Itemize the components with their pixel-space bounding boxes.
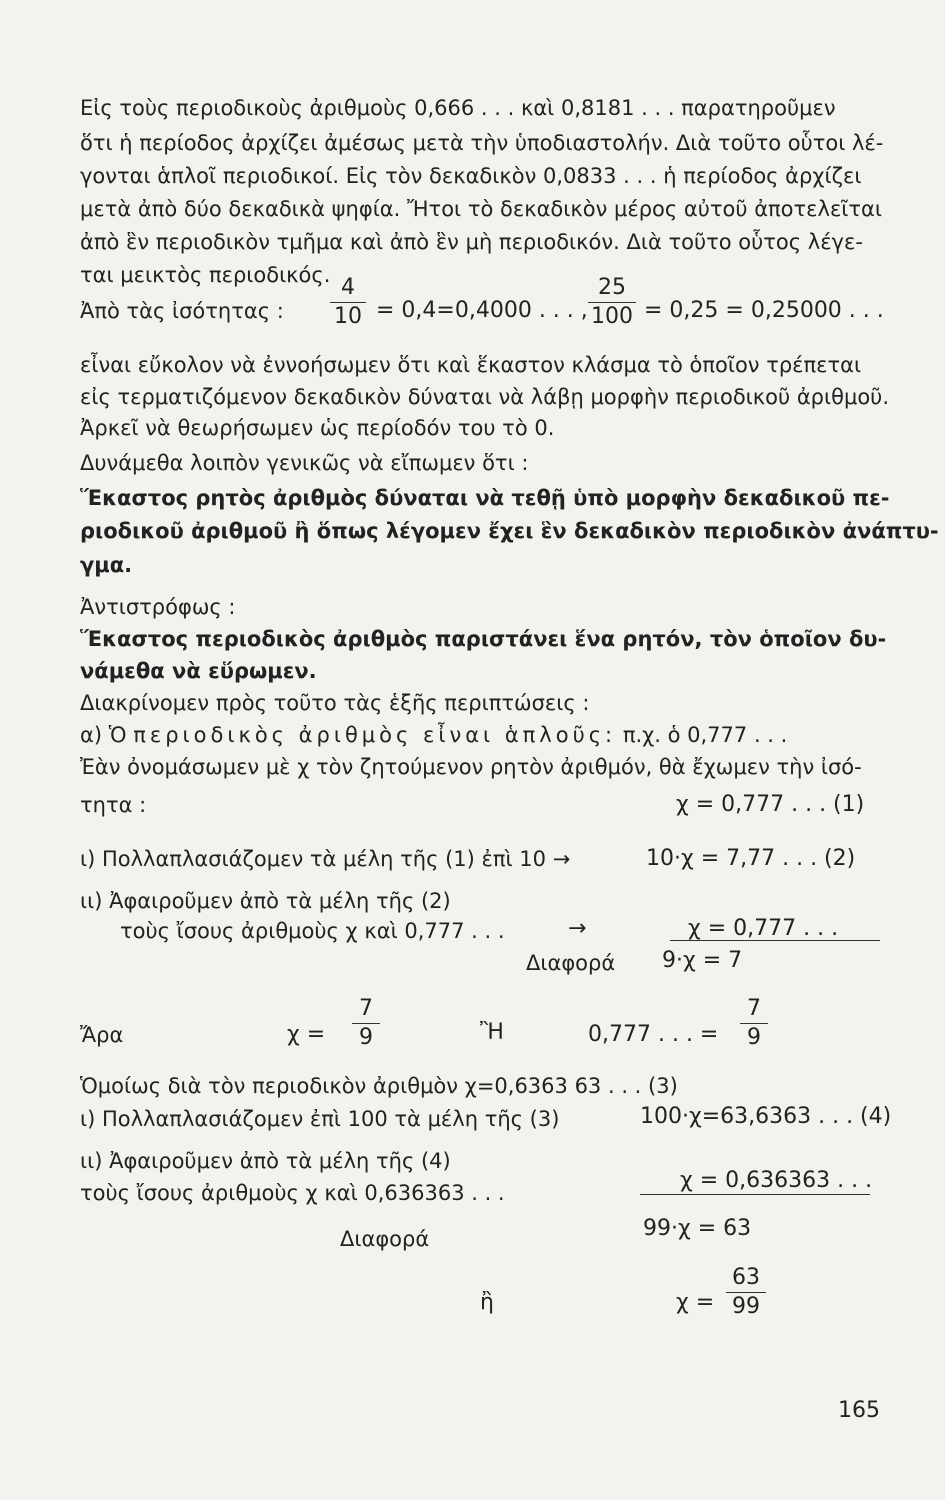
case-a-diff-label: Διαφορά — [526, 951, 616, 975]
case-b-or-label: ἢ — [480, 1290, 494, 1315]
case-b-eq3: 99·χ = 63 — [643, 1216, 752, 1241]
converse-label: Ἀντιστρόφως : — [80, 595, 236, 619]
case-b-subtraction-rule — [640, 1194, 870, 1195]
paragraph1-line2: ὅτι ἡ περίοδος ἀρχίζει ἀμέσως μετὰ τὴν ὑποδιαστολήν. Διὰ τοῦτο οὗτοι λέ- — [80, 131, 884, 155]
theorem2-line2: νάμεθα νὰ εὕρωμεν. — [80, 659, 317, 683]
case-a-result2-lhs: 0,777 . . . = — [588, 1022, 719, 1047]
fraction-25-100 — [588, 276, 636, 329]
case-a-eq1: χ = 0,777 . . . (1) — [676, 792, 865, 817]
case-a-step2a: ιι) Ἀφαιροῦμεν ἀπὸ τὰ μέλη τῆς (2) — [80, 889, 451, 913]
case-a-result-lhs: χ = — [287, 1022, 326, 1047]
case-b-step2a: ιι) Ἀφαιροῦμεν ἀπὸ τὰ μέλη τῆς (4) — [80, 1149, 451, 1173]
fraction-numerator: 63 — [732, 1265, 760, 1290]
case-a-step2b: τοὺς ἴσους ἀριθμοὺς χ καὶ 0,777 . . . — [120, 919, 505, 943]
case-b-intro: Ὁμοίως διὰ τὸν περιοδικὸν ἀριθμὸν χ=0,6363 63 . . . (3) — [80, 1074, 678, 1098]
fraction-denominator: 9 — [359, 1025, 373, 1050]
case-b-eq2: χ = 0,636363 . . . — [680, 1168, 873, 1193]
fraction-numerator: 7 — [359, 996, 373, 1021]
fraction-denominator: 99 — [732, 1294, 760, 1319]
case-a-therefore: Ἄρα — [80, 1023, 124, 1047]
fraction-63-99 — [726, 1266, 766, 1319]
case-a-spaced-title: περιοδικὸς ἀριθμὸς εἶναι ἁπλοῦς: — [133, 723, 617, 747]
paragraph1-line4: μετὰ ἀπὸ δύο δεκαδικὰ ψηφία. Ἤτοι τὸ δεκαδικὸν μέρος αὐτοῦ ἀποτελεῖται — [80, 197, 882, 221]
case-a-naming-end: τητα : — [80, 793, 147, 817]
case-a-arrow: → — [568, 916, 587, 941]
equalities-intro: Ἀπὸ τὰς ἰσότητας : — [80, 299, 284, 323]
case-b-result-lhs: χ = — [676, 1290, 715, 1315]
fraction-denominator: 100 — [591, 304, 633, 329]
fraction-denominator: 10 — [334, 304, 362, 329]
case-a-step1: ι) Πολλαπλασιάζομεν τὰ μέλη τῆς (1) ἐπὶ 10 → — [80, 847, 571, 871]
equality-2-rhs: = 0,25 = 0,25000 . . . — [644, 298, 884, 323]
theorem1-line2: ριοδικοῦ ἀριθμοῦ ἢ ὅπως λέγομεν ἔχει ἓν δεκαδικὸν περιοδικὸν ἀνάπτυ- — [80, 519, 939, 543]
case-b-step1: ι) Πολλαπλασιάζομεν ἐπὶ 100 τὰ μέλη τῆς (3) — [80, 1107, 560, 1131]
case-a-eq2: 10·χ = 7,77 . . . (2) — [646, 846, 856, 871]
case-a-eq4: 9·χ = 7 — [662, 948, 743, 973]
equality-1-rhs: = 0,4=0,4000 . . . , — [376, 298, 588, 323]
page-number: 165 — [838, 1398, 880, 1423]
case-a-eq3: χ = 0,777 . . . — [688, 916, 839, 941]
case-a-example: π.χ. ὁ 0,777 . . . — [622, 723, 788, 747]
cases-intro: Διακρίνομεν πρὸς τοῦτο τὰς ἑξῆς περιπτώσεις : — [80, 691, 590, 715]
theorem1-line1: Ἕκαστος ρητὸς ἀριθμὸς δύναται νὰ τεθῇ ὑπὸ μορφὴν δεκαδικοῦ πε- — [80, 486, 890, 510]
case-a-or-label: Ἢ — [480, 1020, 504, 1045]
fraction-denominator: 9 — [747, 1025, 761, 1050]
case-a-prefix: α) Ὁ — [80, 723, 127, 747]
case-a-title — [80, 722, 787, 748]
fraction-4-10 — [330, 276, 366, 329]
fraction-7-9-second — [740, 997, 768, 1050]
case-a-naming-line: Ἐὰν ὀνομάσωμεν μὲ χ τὸν ζητούμενον ρητὸν ἀριθμόν, θὰ ἔχωμεν τὴν ἰσό- — [80, 755, 862, 779]
case-b-step2b: τοὺς ἴσους ἀριθμοὺς χ καὶ 0,636363 . . . — [80, 1181, 505, 1205]
paragraph1-line3: γονται ἁπλοῖ περιοδικοί. Εἰς τὸν δεκαδικὸν 0,0833 . . . ἡ περίοδος ἀρχίζει — [80, 164, 862, 188]
theorem2-line1: Ἕκαστος περιοδικὸς ἀριθμὸς παριστάνει ἕνα ρητόν, τὸν ὁποῖον δυ- — [80, 627, 887, 651]
paragraph2-line3: Ἀρκεῖ νὰ θεωρήσωμεν ὡς περίοδόν του τὸ 0. — [80, 416, 555, 440]
case-b-eq1: 100·χ=63,6363 . . . (4) — [640, 1104, 892, 1129]
case-a-subtraction-rule — [670, 940, 880, 941]
fraction-numerator: 7 — [747, 996, 761, 1021]
theorem1-line3: γμα. — [80, 553, 133, 577]
fraction-numerator: 25 — [598, 275, 626, 300]
paragraph1-line5: ἀπὸ ἓν περιοδικὸν τμῆμα καὶ ἀπὸ ἓν μὴ περιοδικόν. Διὰ τοῦτο οὗτος λέγε- — [80, 230, 863, 254]
paragraph2-line1: εἶναι εὔκολον νὰ ἐννοήσωμεν ὅτι καὶ ἕκαστον κλάσμα τὸ ὁποῖον τρέπεται — [80, 353, 862, 377]
paragraph1-line1: Εἰς τοὺς περιοδικοὺς ἀριθμοὺς 0,666 . . . καὶ 0,8181 . . . παρατηροῦμεν — [80, 96, 836, 120]
fraction-numerator: 4 — [341, 275, 355, 300]
paragraph1-line6: ται μεικτὸς περιοδικός. — [80, 263, 331, 287]
case-b-diff-label: Διαφορά — [340, 1227, 430, 1251]
paragraph2-line4: Δυνάμεθα λοιπὸν γενικῶς νὰ εἴπωμεν ὅτι : — [80, 451, 529, 475]
paragraph2-line2: εἰς τερματιζόμενον δεκαδικὸν δύναται νὰ λάβῃ μορφὴν περιοδικοῦ ἀριθμοῦ. — [80, 385, 890, 409]
fraction-7-9 — [352, 997, 380, 1050]
